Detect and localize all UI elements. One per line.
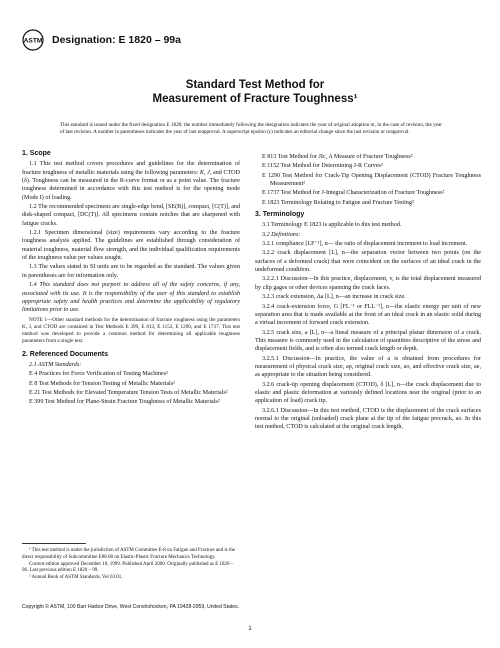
reference-e399: E 399 Test Method for Plane-Strain Fracture Toughness of Metallic Materials²	[29, 399, 220, 406]
reference-e8: E 8 Test Methods for Tension Testing of Metallic Materials²	[29, 380, 175, 387]
left-column	[22, 150, 240, 408]
paragraph-1-2: 1.2 The recommended specimens are single-edge bend, [SE(B)], compact, [C(T)], and disk-shaped compact, [DC(T)]. All specimens contain notches that are sharpened with fatigue cracks.	[22, 204, 240, 227]
reference-e813: E 813 Test Method for JIc, A Measure of Fracture Toughness²	[262, 154, 413, 160]
logo-text: ASTM	[23, 37, 43, 45]
designation: Designation: E 1820 – 99a	[52, 34, 181, 46]
paragraph-3-2-3: 3.2.3 crack extension, Δa [L], n—an increase in crack size.	[262, 294, 406, 301]
reference-e1152: E 1152 Test Method for Determining J-R Curves²	[262, 163, 383, 170]
note-1: NOTE 1—Other standard methods for the determination of fracture toughness using the parameters K, J, and CTOD are contained in Test Methods E 399, E 813, E 1152, E 1290, and E 1737. This test method was developed to provide a common method for determining all applicable toughness parameters from a single test.	[22, 316, 240, 344]
paragraph-1-1: 1.1 This test method covers procedures and guidelines for the determination of fracture toughness of metallic materials using the following parameters: K, J, and CTOD (δ). Toughness can be measured in the R-curve format or as a point value. The fracture toughness determined in accordance with this test method is for the opening mode (Mode I) of loading.	[22, 161, 240, 201]
footnote-1: ¹ This test method is under the jurisdiction of ASTM Committee E-8 on Fatigue and Fracture and is the direct responsibility of Subcommittee E08.08 on Elastic-Plastic Fracture Mechanics Technology.	[22, 548, 236, 560]
footnote-2: ² Annual Book of ASTM Standards, Vol 03.01.	[29, 575, 123, 581]
reference-e1290: E 1290 Test Method for Crack-Tip Opening Displacement (CTOD) Fracture Toughness Measurement²	[262, 172, 481, 188]
param-k: K	[199, 169, 204, 176]
right-column	[255, 153, 481, 433]
reference-e4: E 4 Practices for Force Verification of Testing Machines²	[29, 371, 168, 378]
section-heading-referenced: 2. Referenced Documents	[22, 350, 108, 358]
title-line-2: Measurement of Fracture Toughness¹	[152, 93, 358, 105]
document-header	[22, 28, 181, 52]
paragraph-3-2-2: 3.2.2 crack displacement [L], n—the separation vector between two points (on the surfaces of a deformed crack) that were coincident on the surfaces of an ideal crack in the undeformed condition.	[255, 250, 481, 274]
paragraph-1-3: 1.3 The values stated in SI units are to be regarded as the standard. The values given in parentheses are for information only.	[22, 264, 240, 279]
footnotes	[22, 543, 240, 582]
section-heading-scope: 1. Scope	[22, 150, 51, 157]
paragraph-3-2-6-1: 3.2.6.1 Discussion—In this test method, CTOD is the displacement of the crack surfaces normal to the original (unloaded) crack plane at the tip of the fatigue precrack, ao. In this test method, CTOD is calculated at the original crack length,	[255, 407, 481, 431]
astm-logo-icon	[22, 29, 44, 51]
paragraph-3-1: 3.1 Terminology E 1823 is applicable to this test method.	[262, 222, 402, 229]
paragraph-2-1: 2.1 ASTM Standards:	[29, 361, 82, 368]
paragraph-3-2-4: 3.2.4 crack-extension force, G [FL⁻¹ or FLL⁻²], n—the elastic energy per unit of new separation area that is made available at the front of an ideal crack in an elastic solid during a virtual increment of forward crack extension.	[255, 303, 481, 327]
paragraph-3-2: 3.2 Definitions:	[262, 231, 301, 238]
paragraph-1-2-1: 1.2.1 Specimen dimensional (size) requirements vary according to the fracture toughness analysis applied. The guidelines are established through consideration of material toughness, material flow strength, and the individual qualification requirements of the toughness value per values sought.	[22, 230, 240, 262]
footnote-divider	[22, 543, 86, 544]
standard-note: This standard is issued under the fixed designation E 1820; the number immediately following the designation indicates the year of original adoption or, in the case of revision, the year of last revision. A number in parentheses indicates the year of last reapproval. A superscript epsilon (ε) indicates an editorial change since the last revision or reapproval.	[60, 122, 442, 136]
section-heading-terminology: 3. Terminology	[255, 211, 305, 219]
param-j: J	[207, 169, 210, 176]
copyright-line: Copyright © ASTM, 100 Barr Harbor Drive, West Conshohocken, PA 19428-2959, United States.	[22, 604, 240, 610]
paragraph-3-2-1: 3.2.1 compliance [LF⁻¹], n— the ratio of displacement increment to load increment.	[262, 241, 468, 248]
paragraph-1-4: 1.4 This standard does not purport to address all of the safety concerns, if any, associated with its use. It is the responsibility of the user of this standard to establish appropriate safety and health practices and determine the applicability of regulatory limitations prior to use.	[22, 282, 240, 314]
title-line-1: Standard Test Method for	[185, 79, 325, 91]
paragraph-3-2-5: 3.2.5 crack size, a [L], n—a lineal measure of a principal planar dimension of a crack. This measure is commonly used in the calculation of quantities descriptive of the stress and displacement fields, and is often also termed crack length or depth.	[255, 329, 481, 353]
page-number: 1	[248, 626, 252, 632]
reference-e21: E 21 Test Methods for Elevated Temperature Tension Tests of Metallic Materials²	[29, 389, 228, 396]
paragraph-3-2-5-1: 3.2.5.1 Discussion—In practice, the value of a is obtained from procedures for measurement of physical crack size, ap, original crack size, ao, and effective crack size, ae, as appropriate to the situation being considered.	[255, 355, 481, 379]
paragraph-3-2-6: 3.2.6 crack-tip opening displacement (CTOD), δ [L], n—the crack displacement due to elastic and plastic deformation at variously defined locations near the original (prior to an application of load) crack tip.	[255, 381, 481, 405]
reference-e1823: E 1823 Terminology Relating to Fatigue and Fracture Testing²	[262, 199, 414, 206]
paragraph-3-2-2-1: 3.2.2.1 Discussion—In this practice, displacement, v, is the total displacement measured by clip gages or other devices spanning the crack faces.	[255, 276, 481, 291]
footnote-1-edition: Current edition approved December 10, 1999. Published April 2000. Originally published as E 1820 – 96. Last previous edition E 1820 – 99.	[22, 561, 234, 574]
reference-e1737: E 1737 Test Method for J-Integral Characterization of Fracture Toughness²	[262, 190, 445, 197]
